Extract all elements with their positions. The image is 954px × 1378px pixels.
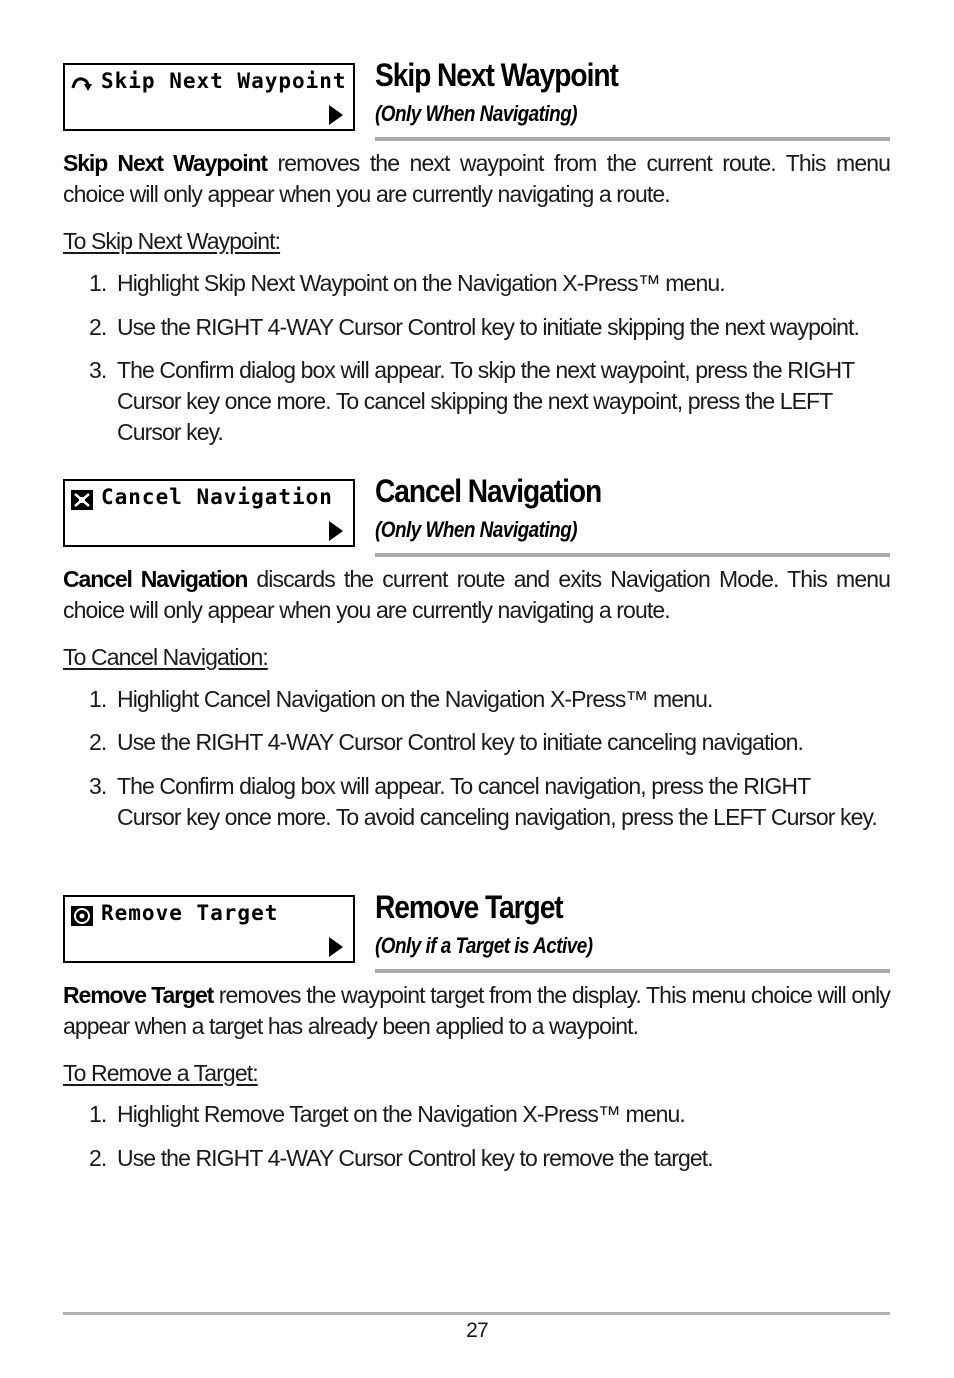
procedure-heading: To Remove a Target: [63, 1060, 258, 1086]
step-number: 3. [89, 357, 107, 383]
cancel-navigation-menu-item[interactable] [63, 479, 355, 547]
procedure-heading: To Cancel Navigation: [63, 644, 268, 670]
step-text: Use the RIGHT 4-WAY Cursor Control key to initiate canceling navigation. [117, 729, 804, 755]
section-subtitle: (Only if a Target is Active) [375, 933, 593, 958]
step-text: Use the RIGHT 4-WAY Cursor Control key to initiate skipping the next waypoint. [117, 314, 859, 340]
target-icon [70, 905, 94, 927]
right-arrow-icon [329, 521, 343, 541]
section-title: Cancel Navigation [375, 473, 602, 509]
step-number: 2. [89, 729, 107, 755]
cancel-navigation-icon [70, 489, 94, 511]
description-term: Skip Next Waypoint [63, 150, 267, 176]
section-description [63, 148, 890, 210]
description-text: removes the next waypoint from the current route. This menu choice will only appear when you are currently navigating a route. [63, 150, 890, 207]
remove-target-menu-item[interactable] [63, 895, 355, 963]
step-text: Highlight Cancel Navigation on the Navigation X-Press™ menu. [117, 686, 713, 712]
right-arrow-icon [329, 105, 343, 125]
step-text: Highlight Remove Target on the Navigation X-Press™ menu. [117, 1101, 685, 1127]
step-text: The Confirm dialog box will appear. To cancel navigation, press the RIGHT Cursor key once more. To avoid canceling navigation, press the LEFT Cursor key. [117, 773, 877, 830]
step-text: The Confirm dialog box will appear. To skip the next waypoint, press the RIGHT Cursor key once more. To cancel skipping the next waypoint, press the LEFT Cursor key. [117, 357, 854, 445]
step-number: 2. [89, 1145, 107, 1171]
section-title: Skip Next Waypoint [375, 57, 618, 93]
description-text: discards the current route and exits Navigation Mode. This menu choice will only appear when you are currently navigating a route. [63, 566, 890, 623]
section-title: Remove Target [375, 889, 563, 925]
menu-label: Skip Next Waypoint [101, 69, 347, 93]
step-number: 3. [89, 773, 107, 799]
step-number: 1. [89, 686, 107, 712]
section-description [63, 564, 890, 626]
menu-label: Cancel Navigation [101, 485, 333, 509]
skip-next-waypoint-menu-item[interactable] [63, 63, 355, 131]
step-number: 2. [89, 314, 107, 340]
section-divider [375, 553, 890, 557]
description-term: Remove Target [63, 982, 214, 1008]
description-text: removes the waypoint target from the display. This menu choice will only appear when a target has already been applied to a waypoint. [63, 982, 890, 1039]
right-arrow-icon [329, 937, 343, 957]
description-term: Cancel Navigation [63, 566, 248, 592]
step-text: Use the RIGHT 4-WAY Cursor Control key to remove the target. [117, 1145, 713, 1171]
menu-label: Remove Target [101, 901, 279, 925]
section-subtitle: (Only When Navigating) [375, 101, 578, 126]
procedure-heading: To Skip Next Waypoint: [63, 228, 281, 254]
section-divider [375, 137, 890, 141]
step-number: 1. [89, 1101, 107, 1127]
footer-divider [63, 1312, 890, 1315]
section-subtitle: (Only When Navigating) [375, 517, 578, 542]
step-number: 1. [89, 270, 107, 296]
step-text: Highlight Skip Next Waypoint on the Navigation X-Press™ menu. [117, 270, 725, 296]
page-number: 27 [466, 1319, 488, 1342]
section-divider [375, 969, 890, 973]
section-description [63, 980, 890, 1042]
skip-waypoint-icon [70, 73, 94, 95]
